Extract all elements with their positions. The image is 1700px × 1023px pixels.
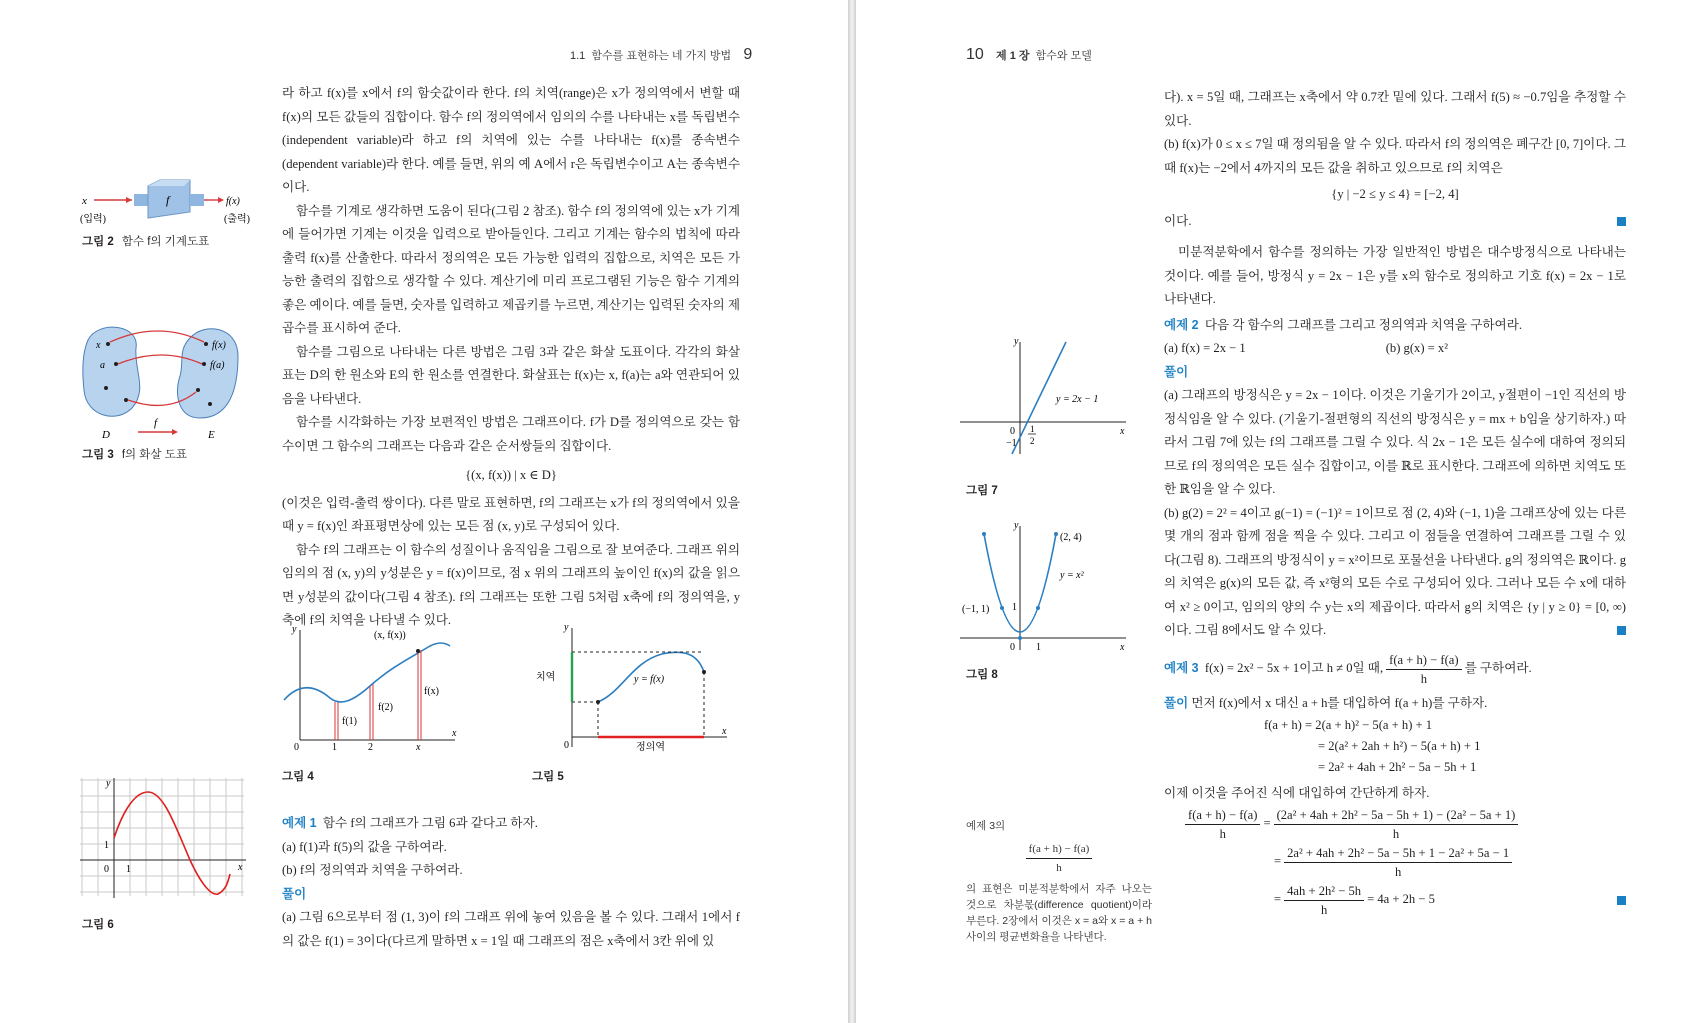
right-page (856, 0, 1700, 1023)
fraction-numerator: f(a + h) − f(a) (1026, 840, 1093, 859)
example-3-pre: f(x) = 2x² − 5x + 1이고 h ≠ 0일 때, (1204, 661, 1384, 676)
fig2-in-arrowhead (126, 197, 132, 203)
fig4-tick-1: 1 (332, 742, 337, 752)
left-body (282, 82, 740, 633)
example-label: 예제 1 (282, 816, 317, 830)
fig3-point (124, 398, 128, 402)
fraction-denominator: h (1219, 826, 1226, 841)
expansion-block (1264, 715, 1626, 778)
page-number: 9 (743, 46, 753, 63)
fig3-e-label: E (208, 429, 215, 441)
end-of-solution-mark (1617, 896, 1626, 905)
fig3-point-fa (202, 362, 206, 366)
example-label: 예제 3 (1164, 661, 1199, 676)
fig3-fa: f(a) (210, 360, 225, 371)
fig8-point-label: (2, 4) (1060, 532, 1082, 543)
figure-5-graph (532, 622, 732, 752)
equals-sign: = (1263, 816, 1271, 831)
dq-step-2 (1284, 844, 1512, 881)
fraction-denominator: h (1056, 862, 1062, 874)
equals-sign: = (1274, 854, 1282, 869)
paragraph: 이다. (1164, 213, 1192, 228)
end-of-solution-mark (1617, 217, 1626, 226)
fig8-equation-label: y = x² (1060, 570, 1084, 581)
note-text: 의 표현은 미분적분학에서 자주 나오는 것으로 차분몫(difference quotient)이라 부른다. 2장에서 이것은 x = a와 x = a + h 사이의 평균변화율을 나타낸다. (966, 883, 1152, 943)
fig4-x-label: x (452, 728, 457, 739)
fig2-machine-top (148, 180, 190, 186)
fig5-x-label: x (722, 726, 727, 737)
right-body (1164, 86, 1626, 918)
fig3-f-arrowhead (172, 429, 178, 435)
solution-a: (a) 그래프의 방정식은 y = 2x − 1이다. 이것은 기울기가 2이고, y절편이 −1인 직선의 방정식임을 알 수 있다. (기울기-절편형의 직선의 방정식은 y = mx + b임을 상기하자.) 따라서 그림 7에 있는 f의 그래프를 그릴 수 있다. 식 2x − 1은 모든 실수에 대하여 정의되므로 f의 정의역은 모든 실수 집합이고, 이를 ℝ로 표시한다. 그래프에 의하면 치역도 또한 ℝ임을 알 수 있다. (1164, 388, 1626, 496)
solution-text: (a) 그림 6으로부터 점 (1, 3)이 f의 그래프 위에 놓여 있음을 볼 수 있다. 그래서 1에서 f의 값은 f(1) = 3이다(다르게 말하면 x = 1일 때 그래프의 점은 x축에서 3칸 위에 있 (282, 910, 740, 948)
figure-label: 그림 7 (966, 485, 998, 497)
fig8-point (1054, 532, 1058, 536)
fig6-y-label: y (106, 778, 111, 789)
fraction-denominator: h (1420, 671, 1427, 686)
fig7-x-label: x (1120, 426, 1125, 437)
fig2-out-arrowhead (218, 197, 224, 203)
solution-3-text: 먼저 f(x)에서 x 대신 a + h를 대입하여 f(a + h)를 구하자. (1191, 695, 1488, 710)
header-title: 함수를 표현하는 네 가지 방법 (591, 50, 732, 62)
figure-2-machine (78, 178, 258, 232)
paragraph: 함수를 시각화하는 가장 보편적인 방법은 그래프이다. f가 D를 정의역으로 갖는 함수이면 그 함수의 그래프는 다음과 같은 순서쌍들의 집합이다. (282, 415, 740, 453)
left-header (570, 46, 752, 64)
figure-4-caption (282, 768, 322, 784)
fig6-tick-x1: 1 (126, 864, 131, 875)
fig6-x-label: x (238, 862, 243, 873)
fig7-half-den: 2 (1030, 436, 1035, 446)
fig3-set-e (177, 329, 238, 418)
example-text: 함수 f의 그래프가 그림 6과 같다고 하자. (322, 816, 538, 830)
note-fraction (1026, 840, 1093, 877)
solution-label: 풀이 (1164, 364, 1189, 379)
figure-5-caption (532, 768, 572, 784)
fig8-point (1000, 606, 1004, 610)
fraction-numerator: f(a + h) − f(a) (1185, 806, 1260, 825)
figure-8-caption (966, 666, 1006, 682)
dq-lhs (1185, 806, 1260, 843)
paragraph: 함수 f의 그래프는 이 함수의 성질이나 움직임을 그림으로 잘 보여준다. 그래프 위의 임의의 점 (x, y)의 y성분은 y = f(x)이므로, 점 x 위의 그래프의 높이인 f(x)의 값을 읽으면 y성분의 값이다(그림 4 참조). f의 그래프는 또한 그림 5처럼 x축에 f의 정의역을, y축에 f의 치역을 나타낼 수 있다. (282, 542, 740, 627)
fig8-point-label: (−1, 1) (962, 604, 990, 615)
figure-6-graph (80, 778, 248, 900)
paragraph: 라 하고 f(x)를 x에서 f의 함숫값이라 한다. f의 치역(range)은 x가 정의역에서 변할 때 f(x)의 모든 값들의 집합이다. 함수 f의 정의역에서 임의의 수를 나타내는 x를 독립변수(independent variable)라 하고 f의 치역에 있는 수를 나타내는 f(x)를 종속변수(dependent variable)라 한다. 예를 들면, 위의 예 A에서 r은 독립변수이고 A는 종속변수이다. (282, 86, 740, 194)
page-number: 10 (966, 46, 984, 63)
fraction-denominator: h (1320, 902, 1328, 917)
end-of-solution-mark (1617, 626, 1626, 635)
fig6-grid (80, 778, 244, 896)
figure-label: 그림 6 (82, 919, 114, 931)
fig5-endpoint (702, 670, 706, 674)
fig4-y-label: y (292, 624, 297, 635)
header-section: 1.1 (570, 50, 586, 62)
paragraph: 다). x = 5일 때, 그래프는 x축에서 약 0.7칸 밑에 있다. 그래서 f(5) ≈ −0.7임을 추정할 수 있다. (1164, 90, 1626, 128)
fig2-x: x (82, 195, 87, 207)
fig5-y-label: y (564, 622, 569, 633)
example-text: 다음 각 함수의 그래프를 그리고 정의역과 치역을 구하여라. (1204, 317, 1523, 332)
fraction-numerator: 2a² + 4ah + 2h² − 5a − 5h + 1 − 2a² + 5a − 1 (1284, 844, 1512, 863)
fig8-point (1036, 606, 1040, 610)
fig5-range-label: 치역 (536, 672, 556, 683)
fig2-input-label: (입력) (80, 214, 106, 225)
set-formula: {(x, f(x)) | x ∈ D} (465, 468, 557, 482)
substitution-text: 이제 이것을 주어진 식에 대입하여 간단하게 하자. (1164, 786, 1430, 800)
example-part-a: (a) f(x) = 2x − 1 (1164, 341, 1246, 355)
fig5-curve-label: y = f(x) (634, 674, 665, 685)
fig7-half-num: 1 (1030, 424, 1035, 434)
difference-quotient-derivation (1164, 806, 1626, 918)
fig2-fx: f(x) (226, 196, 240, 207)
fig3-point-x (106, 342, 110, 346)
fig8-origin: 0 (1010, 642, 1015, 652)
figure-caption: f의 화살 도표 (121, 449, 187, 461)
figure-2-caption (82, 233, 209, 249)
paragraph: 함수를 기계로 생각하면 도움이 된다(그림 2 참조). 함수 f의 정의역에 있는 x가 기계에 들어가면 기계는 이것을 입력으로 받아들인다. 그리고 기계는 함수의 법칙에 따라 출력 f(x)를 산출한다. 따라서 정의역은 모든 가능한 입력의 집합으로, 치역은 모든 가능한 출력의 집합으로 생각할 수 있다. 계산기에 미리 프로그램된 기능은 함수 기계의 좋은 예이다. 예를 들면, 숫자를 입력하고 제곱키를 누르면, 계산기는 입력된 숫자의 제곱수를 표시하여 준다. (282, 203, 740, 335)
fig7-equation-label: y = 2x − 1 (1056, 394, 1099, 405)
fig3-point-a (114, 362, 118, 366)
fig2-funnel-in (134, 194, 148, 206)
figure-label: 그림 4 (282, 771, 314, 783)
fig8-point (982, 532, 986, 536)
fig3-point (208, 402, 212, 406)
fig8-tick-y1: 1 (1012, 602, 1017, 613)
figure-label: 그림 3 (82, 449, 114, 461)
fig4-tick-2: 2 (368, 742, 373, 752)
solution-b-text: (b) g(2) = 2² = 4이고 g(−1) = (−1)² = 1이므로 점 (2, 4)와 (−1, 1)을 그래프상에 있는 다른 몇 개의 점과 함께 점을 찍을 수 있다. 그리고 이 점들을 연결하여 그래프를 그릴 수 있다(그림 8). 그래프의 방정식이 y = x²이므로 포물선을 나타낸다. g의 정의역은 ℝ이다. g의 치역은 g(x)의 모든 값, 즉 x²형의 모든 수로 구성되어 있다. 그러나 모든 수 x에 대하여 x² ≥ 0이고, 임의의 양의 수 y는 x의 제곱이다. 따라서 g의 치역은 {y | y ≥ 0} = [0, ∞)이다. 그림 8에서도 알 수 있다. (1164, 505, 1626, 637)
fig3-a: a (100, 360, 105, 371)
dq-step-3 (1284, 882, 1364, 919)
fig4-point (416, 649, 420, 653)
fig5-domain-label: 정의역 (636, 742, 665, 752)
fraction-numerator: (2a² + 4ah + 2h² − 5a − 5h + 1) − (2a² − 5a + 1) (1274, 806, 1519, 825)
equation-line: = 2a² + 4ah + 2h² − 5a − 5h + 1 (1318, 760, 1477, 774)
figure-label: 그림 2 (82, 236, 114, 248)
fig8-point (1018, 636, 1022, 640)
solution-label: 풀이 (1164, 695, 1189, 710)
figure-8-graph (960, 520, 1130, 652)
fig6-origin: 0 (104, 864, 109, 875)
header-chapter: 제 1 장 (996, 50, 1030, 62)
fig4-f1-label: f(1) (342, 716, 357, 727)
dq-step-1 (1274, 806, 1519, 843)
fig3-set-d (83, 327, 140, 416)
fig7-origin: 0 (1010, 426, 1015, 437)
paragraph: (이것은 입력-출력 쌍이다). 다른 말로 표현하면, f의 그래프는 x가 f의 정의역에서 있을 때 y = f(x)인 좌표평면상에 있는 모든 점 (x, y)로 구성되어 있다. (282, 495, 740, 533)
fraction-numerator: f(a + h) − f(a) (1386, 651, 1461, 670)
example-3-fraction (1386, 651, 1461, 688)
solution-label: 풀이 (282, 886, 307, 901)
fig6-tick-y1: 1 (104, 840, 109, 851)
fig6-curve (114, 792, 230, 894)
equation-line: f(a + h) = 2(a + h)² − 5(a + h) + 1 (1264, 718, 1433, 732)
equation-line: = 2(a² + 2ah + h²) − 5(a + h) + 1 (1318, 739, 1481, 753)
fig5-endpoint (596, 700, 600, 704)
left-page (0, 0, 848, 1023)
fig2-f: f (166, 193, 170, 207)
equals-sign: = (1274, 892, 1282, 907)
figure-6-caption (82, 916, 122, 932)
figure-4-graph (280, 622, 460, 752)
fig2-output-label: (출력) (224, 214, 250, 225)
figure-label: 그림 5 (532, 771, 564, 783)
dq-result: = 4a + 2h − 5 (1367, 892, 1435, 907)
range-formula: {y | −2 ≤ y ≤ 4} = [−2, 4] (1331, 187, 1459, 201)
paragraph: (b) f(x)가 0 ≤ x ≤ 7일 때 정의됨을 알 수 있다. 따라서 f의 정의역은 폐구간 [0, 7]이다. 그때 f(x)는 −2에서 4까지의 모든 값을 취하고 있으므로 f의 치역은 (1164, 137, 1626, 175)
figure-3-arrow-diagram (78, 320, 248, 442)
fig8-tick-x1: 1 (1036, 642, 1041, 652)
example-label: 예제 2 (1164, 317, 1199, 332)
fig3-point (196, 388, 200, 392)
figure-7-caption (966, 482, 1006, 498)
fig4-tick-x: x (416, 742, 421, 752)
fig4-origin: 0 (294, 742, 299, 752)
fig2-funnel-out (190, 194, 204, 206)
fig3-point-fx (204, 342, 208, 346)
example-part-b: (b) g(x) = x² (1385, 341, 1448, 355)
note-title: 예제 3의 (966, 820, 1006, 832)
fig3-f-label: f (154, 417, 158, 429)
paragraph: 함수를 그림으로 나타내는 다른 방법은 그림 3과 같은 화살 도표이다. 각각의 화살표는 D의 한 원소와 E의 한 원소를 연결한다. 화살표는 f(x)는 x, f(a)는 a와 연관되어 있음을 나타낸다. (282, 344, 740, 406)
figure-caption: 함수 f의 기계도표 (121, 236, 210, 248)
example-part-a: (a) f(1)과 f(5)의 값을 구하여라. (282, 839, 447, 854)
solution-b (1164, 502, 1626, 643)
fig3-fx: f(x) (212, 340, 226, 351)
paragraph: 미분적분학에서 함수를 정의하는 가장 일반적인 방법은 대수방정식으로 나타내는 것이다. 예를 들어, 방정식 y = 2x − 1은 y를 x의 함수로 정의하고 기호 f(x) = 2x − 1로 나타낸다. (1164, 245, 1626, 306)
example-3 (1164, 651, 1626, 688)
fig8-y-label: y (1014, 520, 1019, 531)
figure-label: 그림 8 (966, 669, 998, 681)
right-header (966, 46, 1092, 64)
book-gutter (848, 0, 856, 1023)
header-title: 함수와 모델 (1035, 50, 1092, 62)
margin-note (966, 818, 1152, 945)
figure-7-graph (960, 336, 1130, 456)
figure-3-caption (82, 446, 187, 462)
example-part-b: (b) f의 정의역과 치역을 구하여라. (282, 863, 463, 877)
example-1 (282, 812, 740, 953)
fig3-d-label: D (102, 429, 110, 441)
example-3-post: 를 구하여라. (1464, 661, 1532, 676)
fig7-y-label: y (1014, 336, 1019, 347)
fig8-x-label: x (1120, 642, 1125, 652)
fig3-x: x (96, 340, 101, 351)
fig7-tick-minus-one: −1 (1006, 438, 1017, 449)
fraction-numerator: 4ah + 2h² − 5h (1284, 882, 1364, 901)
fig5-origin: 0 (564, 740, 569, 751)
fig4-point-label: (x, f(x)) (374, 630, 406, 641)
fig3-point (104, 386, 108, 390)
fig4-fx-label: f(x) (424, 686, 439, 697)
fraction-denominator: h (1394, 864, 1402, 879)
fraction-denominator: h (1392, 826, 1400, 841)
fig4-f2-label: f(2) (378, 702, 393, 713)
